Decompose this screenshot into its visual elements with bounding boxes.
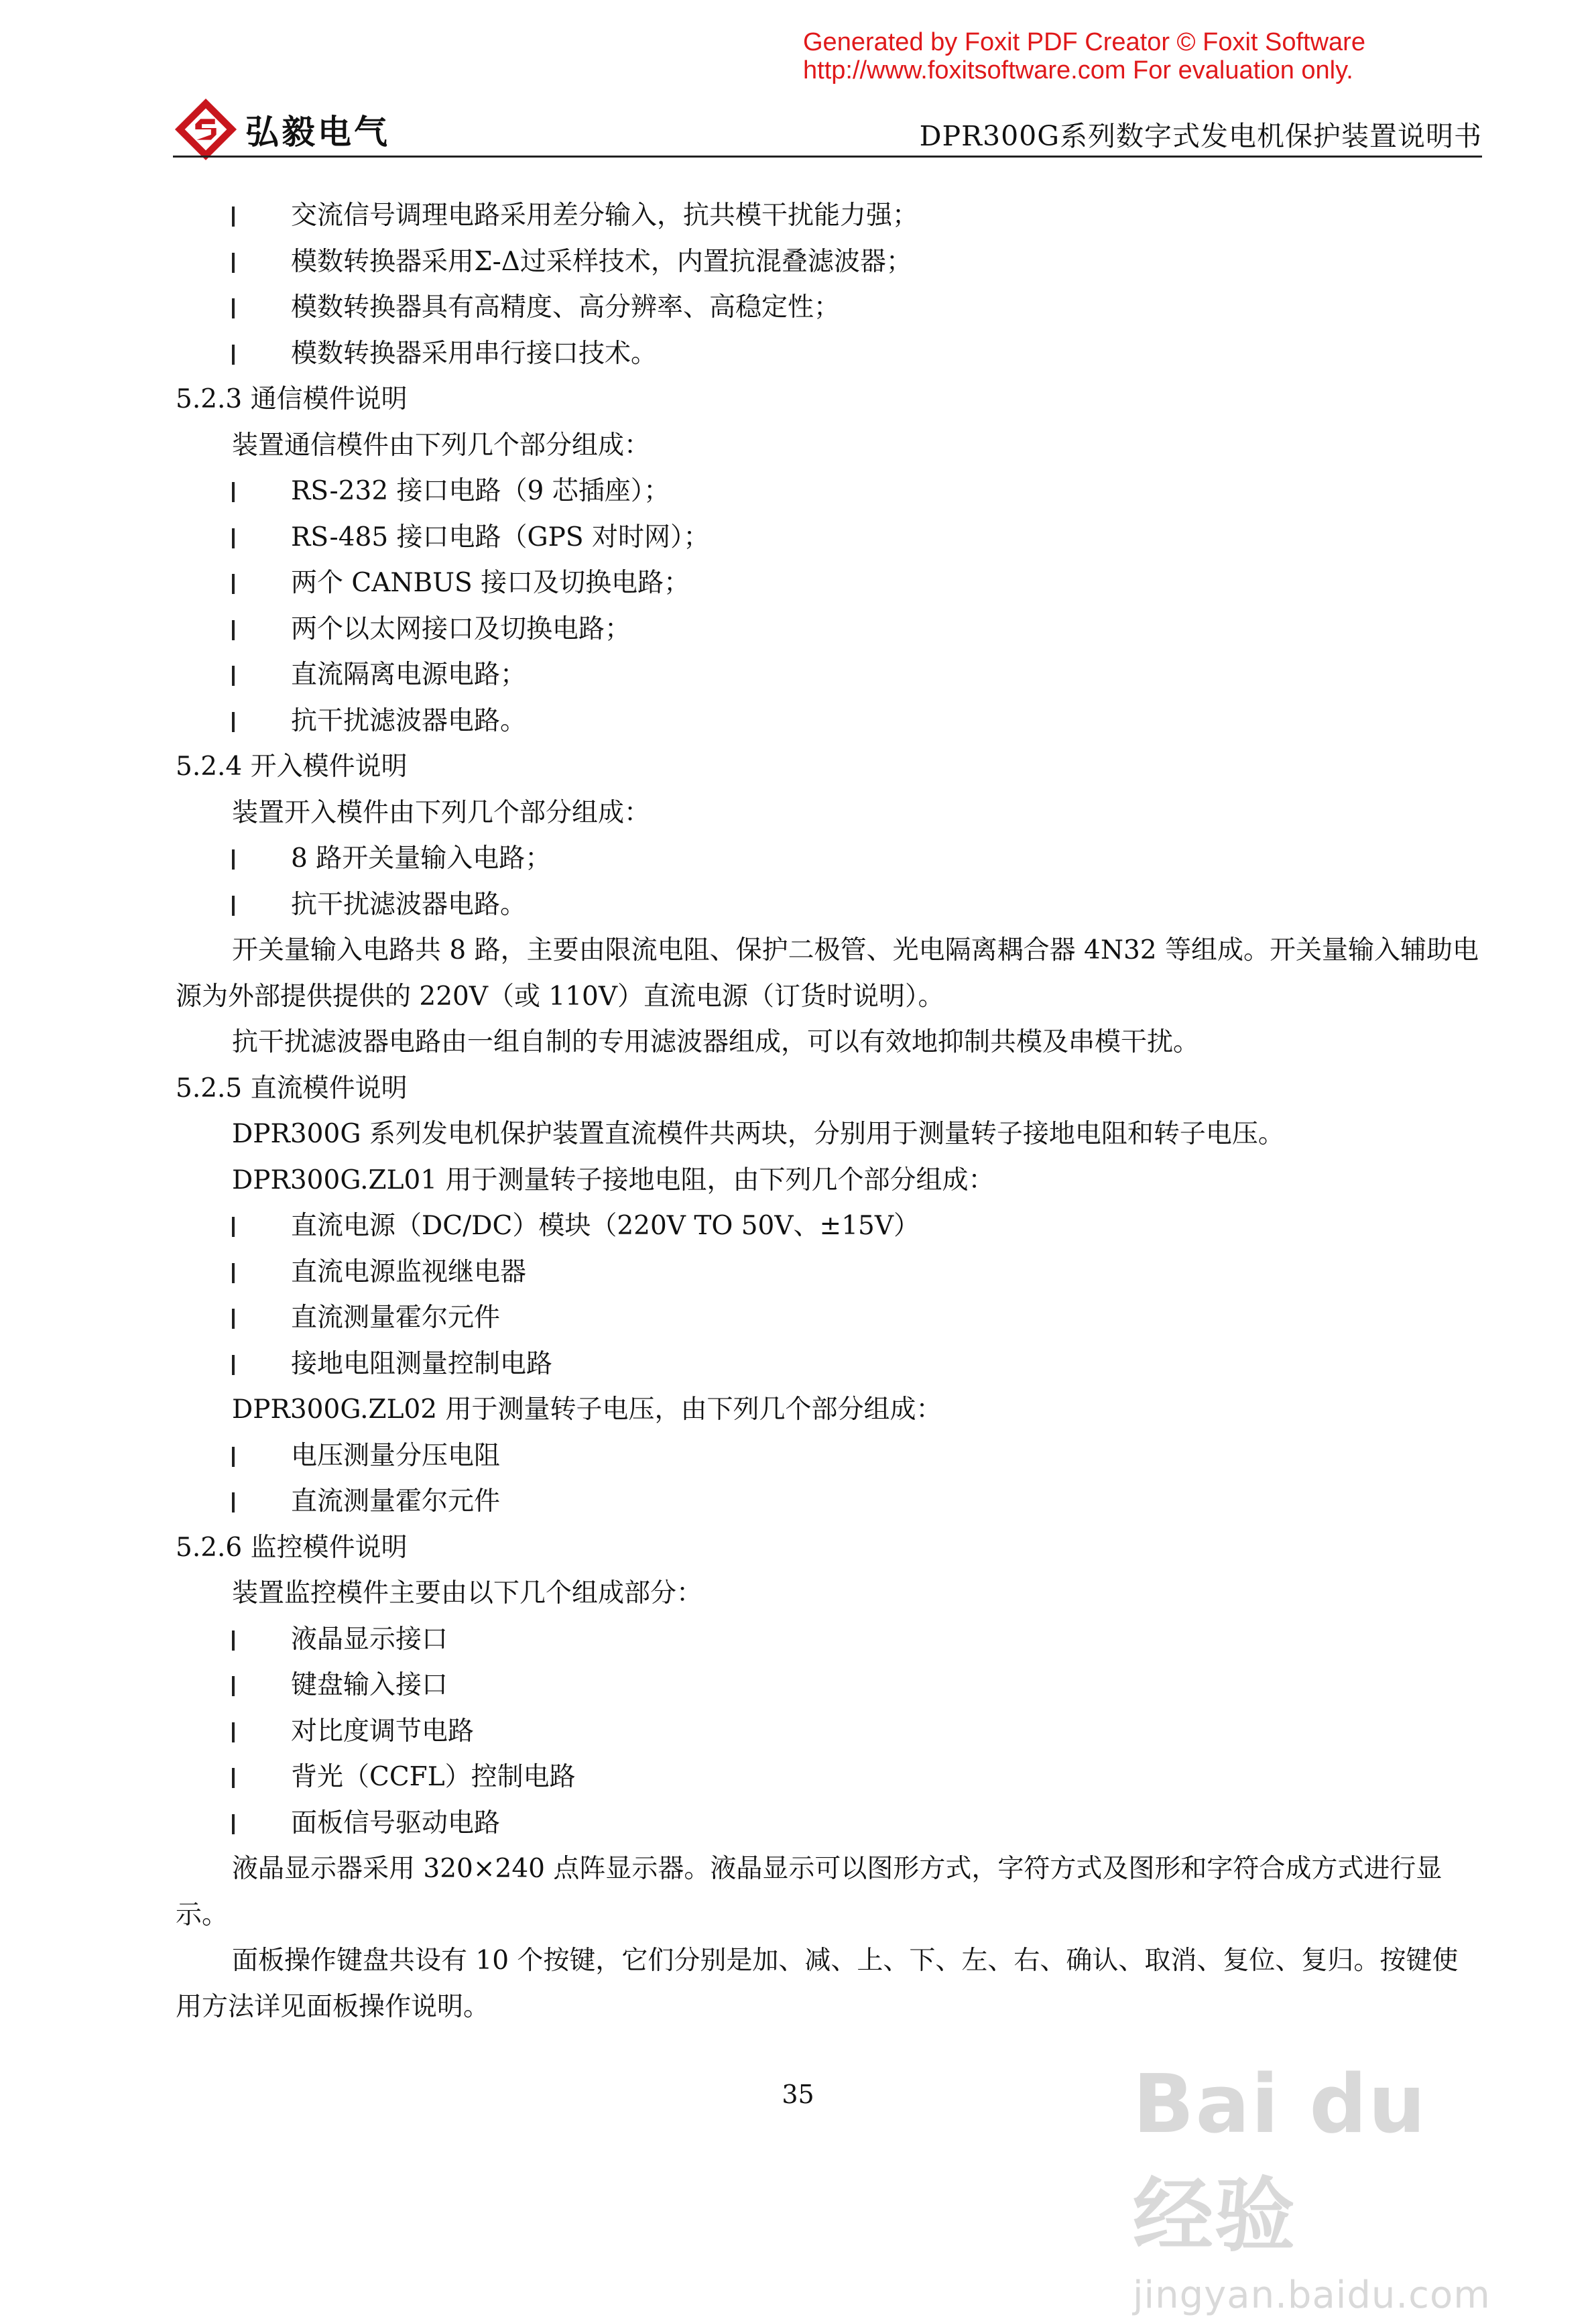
section-heading: 5.2.5 直流模件说明 bbox=[176, 1073, 408, 1104]
list-item: 模数转换器采用Σ-Δ过采样技术，内置抗混叠滤波器； bbox=[176, 239, 1483, 286]
list-item: 两个 CANBUS 接口及切换电路； bbox=[176, 560, 1483, 607]
list-item: 直流测量霍尔元件 bbox=[176, 1295, 1483, 1342]
list-item: 直流隔离电源电路； bbox=[176, 652, 1483, 699]
evaluation-notice-line2: http://www.foxitsoftware.com For evaluation only. bbox=[803, 56, 1353, 84]
paragraph: 液晶显示器采用 320×240 点阵显示器。液晶显示可以图形方式，字符方式及图形和字符合成方式进行显示。 bbox=[176, 1854, 1442, 1930]
list-item: 直流电源（DC/DC）模块（220V TO 50V、±15V） bbox=[176, 1203, 1483, 1250]
diamond-s-logo-icon bbox=[173, 97, 239, 162]
list-item: 键盘输入接口 bbox=[176, 1663, 1483, 1709]
baidu-watermark bbox=[1133, 2058, 1508, 2317]
section-heading: 5.2.6 监控模件说明 bbox=[176, 1532, 408, 1563]
list-item: 抗干扰滤波器电路。 bbox=[176, 699, 1483, 745]
list-item: 对比度调节电路 bbox=[176, 1709, 1483, 1755]
watermark-url: jingyan.baidu.com bbox=[1133, 2273, 1491, 2317]
list-item: 直流测量霍尔元件 bbox=[176, 1479, 1483, 1525]
list-item: 直流电源监视继电器 bbox=[176, 1250, 1483, 1296]
paragraph: DPR300G.ZL01 用于测量转子接地电阻，由下列几个部分组成： bbox=[232, 1165, 995, 1195]
paragraph: 面板操作键盘共设有 10 个按键，它们分别是加、减、上、下、左、右、确认、取消、复位、复归。按键使用方法详见面板操作说明。 bbox=[176, 1946, 1459, 2022]
document-title: DPR300G系列数字式发电机保护装置说明书 bbox=[919, 120, 1482, 152]
watermark-brand: Bai du 经验 bbox=[1133, 2058, 1427, 2263]
list-item: RS-485 接口电路（GPS 对时网）； bbox=[176, 515, 1483, 561]
list-item: 面板信号驱动电路 bbox=[176, 1801, 1483, 1847]
list-item: 电压测量分压电阻 bbox=[176, 1433, 1483, 1480]
brand-name: 弘毅电气 bbox=[245, 113, 390, 152]
page-number: 35 bbox=[782, 2080, 814, 2109]
list-item: RS-232 接口电路（9 芯插座）； bbox=[176, 469, 1483, 515]
list-item: 背光（CCFL）控制电路 bbox=[176, 1755, 1483, 1801]
list-item: 接地电阻测量控制电路 bbox=[176, 1342, 1483, 1388]
list-item: 交流信号调理电路采用差分输入，抗共模干扰能力强； bbox=[176, 193, 1483, 239]
section-heading: 5.2.3 通信模件说明 bbox=[176, 384, 408, 414]
list-item: 模数转换器采用串行接口技术。 bbox=[176, 331, 1483, 377]
page-body bbox=[176, 193, 1483, 2030]
paragraph: DPR300G.ZL02 用于测量转子电压，由下列几个部分组成： bbox=[232, 1394, 942, 1425]
paragraph: 装置监控模件主要由以下几个组成部分： bbox=[232, 1578, 703, 1608]
list-item: 液晶显示接口 bbox=[176, 1617, 1483, 1663]
paragraph: 装置开入模件由下列几个部分组成： bbox=[232, 797, 651, 828]
paragraph: DPR300G 系列发电机保护装置直流模件共两块，分别用于测量转子接地电阻和转子电压。 bbox=[232, 1119, 1284, 1149]
evaluation-notice bbox=[803, 28, 1365, 84]
paragraph: 开关量输入电路共 8 路，主要由限流电阻、保护二极管、光电隔离耦合器 4N32 等组成。开关量输入辅助电源为外部提供提供的 220V（或 110V）直流电源（订货时说明）。 bbox=[176, 935, 1479, 1012]
section-heading: 5.2.4 开入模件说明 bbox=[176, 752, 408, 782]
evaluation-notice-line1: Generated by Foxit PDF Creator © Foxit Software bbox=[803, 28, 1365, 56]
list-item: 模数转换器具有高精度、高分辨率、高稳定性； bbox=[176, 285, 1483, 331]
header-divider bbox=[173, 156, 1482, 158]
list-item: 抗干扰滤波器电路。 bbox=[176, 882, 1483, 929]
paragraph: 抗干扰滤波器电路由一组自制的专用滤波器组成，可以有效地抑制共模及串模干扰。 bbox=[232, 1027, 1200, 1057]
paragraph: 装置通信模件由下列几个部分组成： bbox=[232, 430, 651, 461]
list-item: 8 路开关量输入电路； bbox=[176, 836, 1483, 882]
list-item: 两个以太网接口及切换电路； bbox=[176, 607, 1483, 653]
